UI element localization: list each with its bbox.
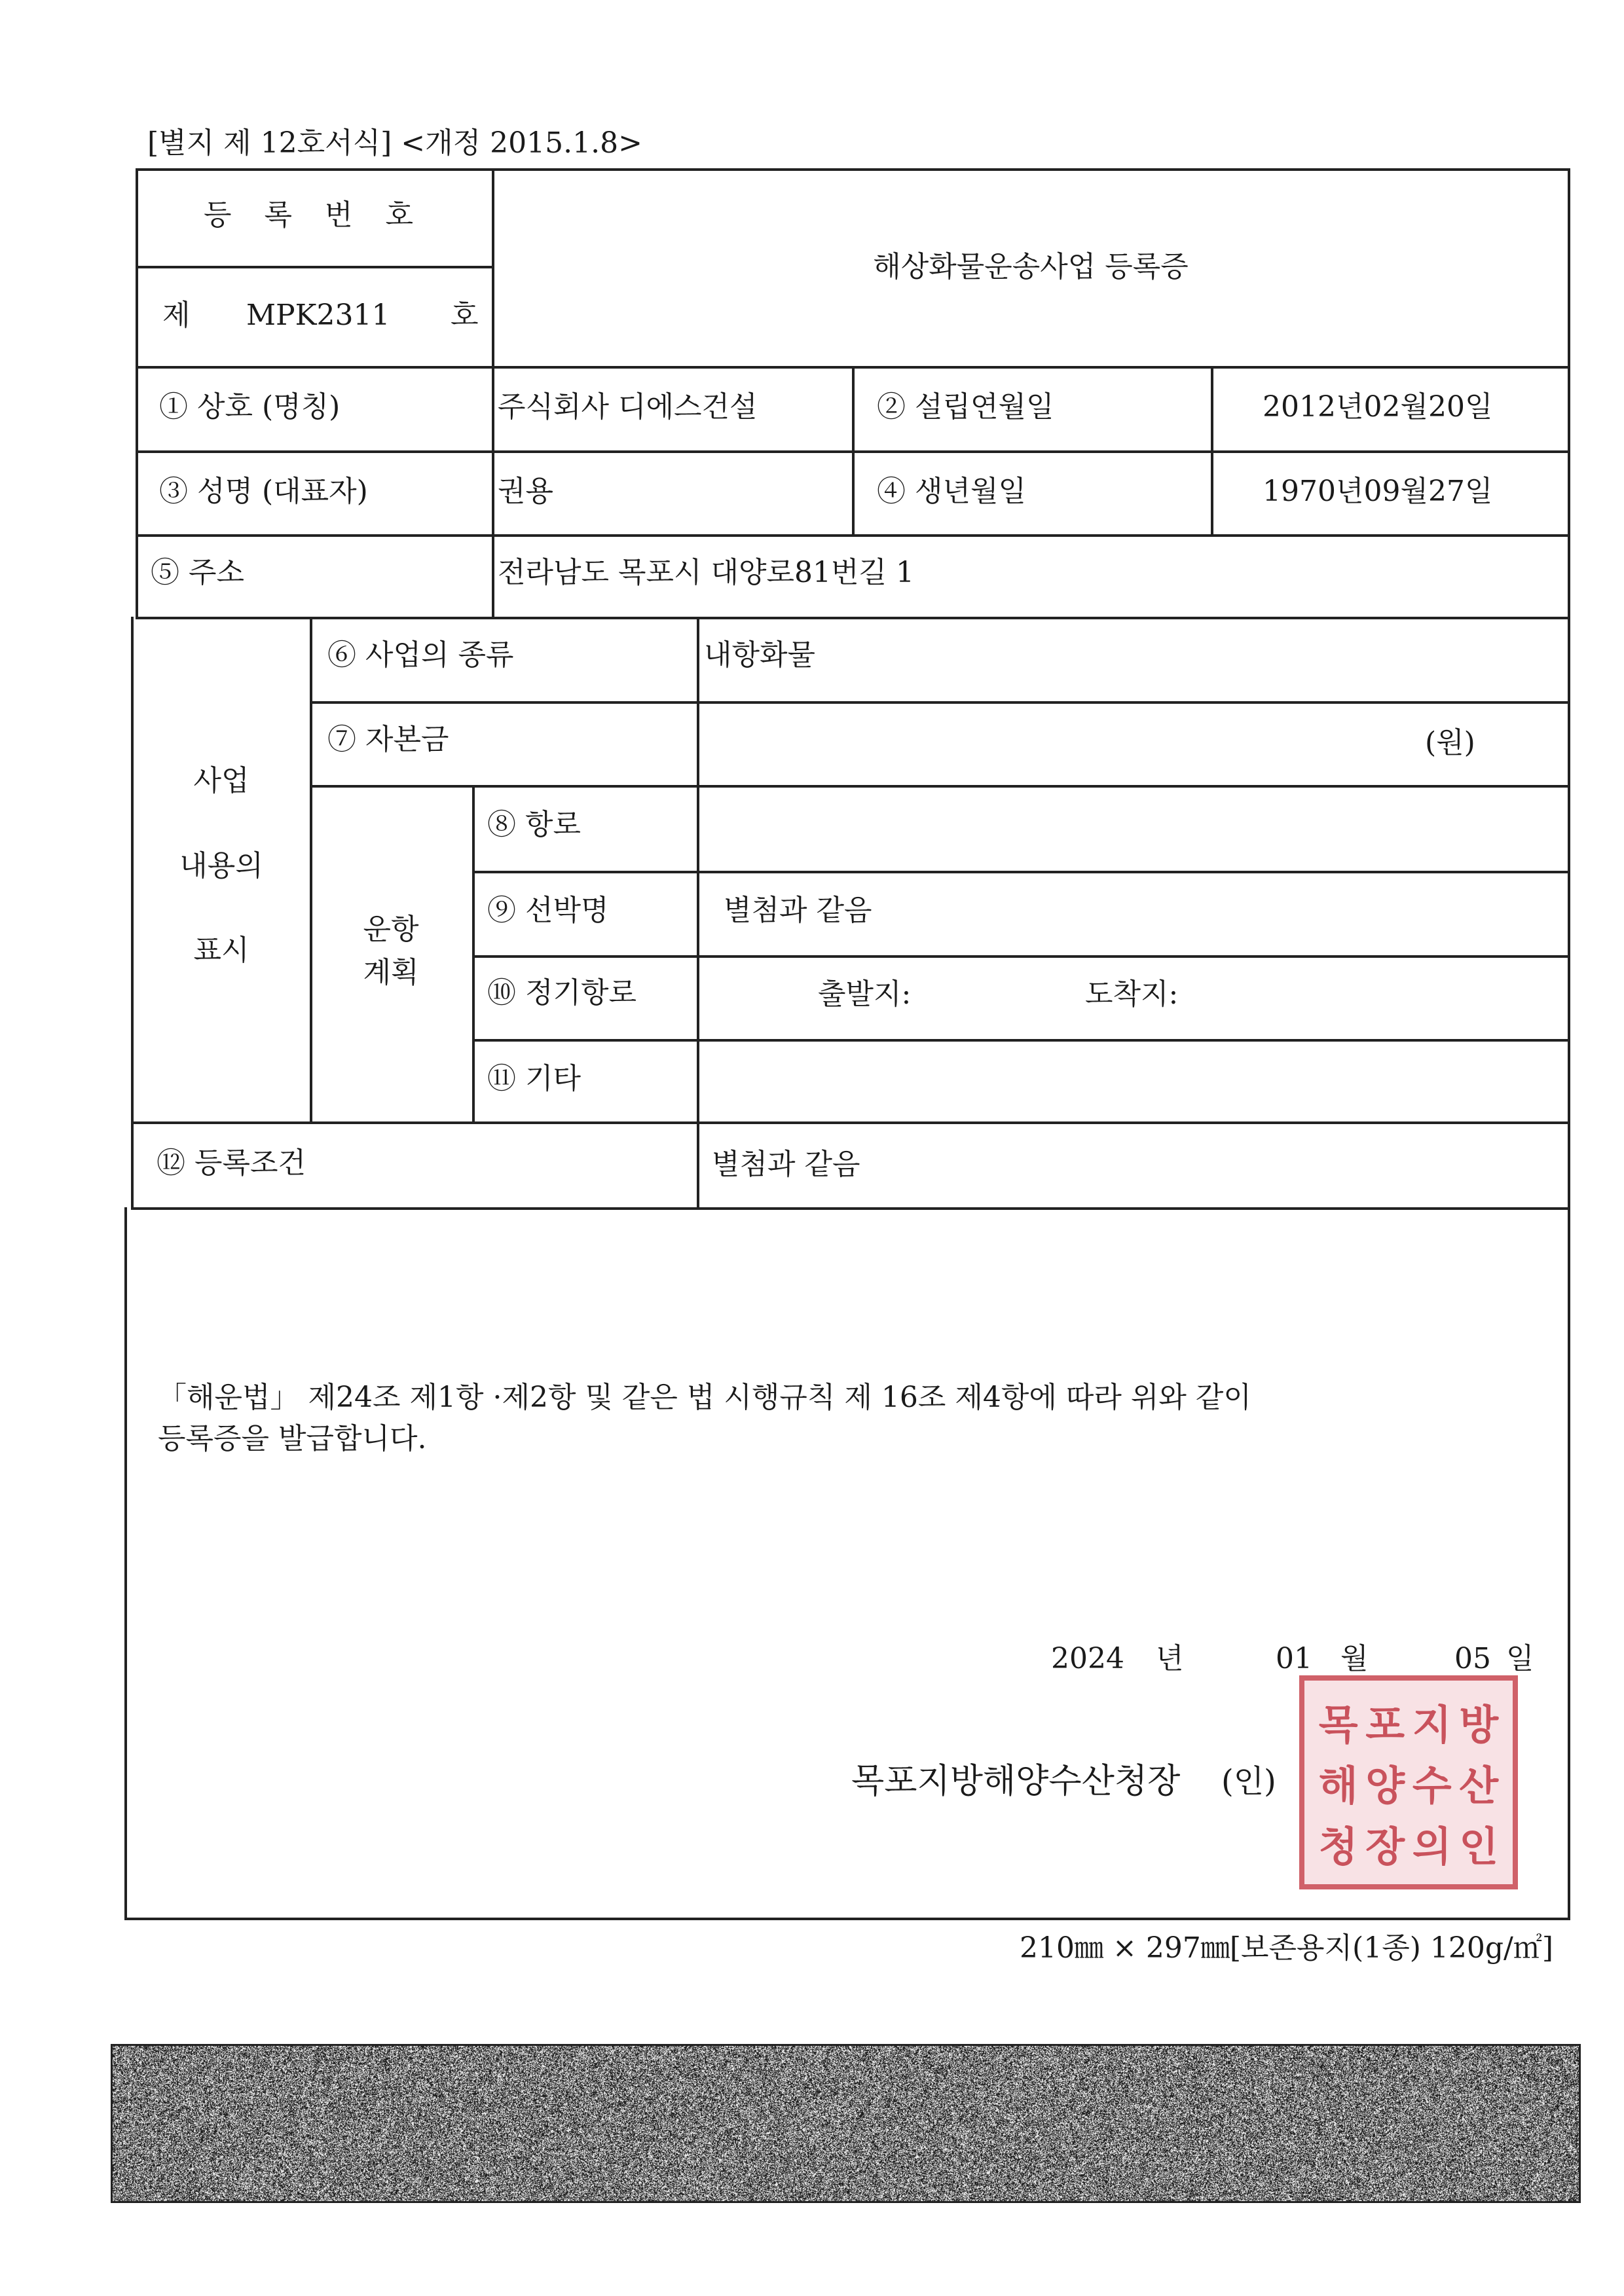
registration-number: MPK2311	[246, 299, 390, 332]
issue-month-unit: 월	[1340, 1642, 1369, 1675]
business-section-label: 사업	[193, 764, 249, 797]
vessel-value: 별첨과 같음	[724, 894, 872, 927]
document-title: 해상화물운송사업 등록증	[873, 250, 1189, 283]
issue-day: 05	[1454, 1642, 1491, 1675]
conditions-label: ⑫ 등록조건	[157, 1146, 306, 1180]
vessel-label: ⑨ 선박명	[487, 894, 609, 927]
departure-label: 출발지:	[818, 977, 912, 1011]
representative-name: 권용	[498, 475, 554, 508]
capital-unit: (원)	[1425, 726, 1475, 759]
seal-mark: (인)	[1221, 1763, 1276, 1800]
registration-number-label: 등 록 번 호	[204, 198, 425, 232]
established-label: ② 설립연월일	[877, 390, 1054, 424]
established-date: 2012년02월20일	[1263, 390, 1493, 424]
registration-prefix: 제	[162, 299, 191, 332]
registration-suffix: 호	[451, 299, 479, 332]
issue-year-unit: 년	[1156, 1642, 1184, 1675]
arrival-label: 도착지:	[1085, 977, 1179, 1011]
company-name-label: ① 상호 (명칭)	[159, 390, 341, 424]
birth-label: ④ 생년월일	[877, 475, 1027, 508]
form-header: [별지 제 12호서식] <개정 2015.1.8>	[147, 126, 642, 160]
business-type: 내항화물	[704, 638, 816, 672]
paper-spec: 210㎜ × 297㎜[보존용지(1종) 120g/㎡]	[1020, 1931, 1553, 1965]
operation-plan-label: 계획	[363, 956, 419, 989]
issue-year: 2024	[1051, 1642, 1124, 1675]
business-type-label: ⑥ 사업의 종류	[327, 638, 514, 672]
other-label: ⑪ 기타	[487, 1062, 581, 1095]
company-name: 주식회사 디에스건설	[498, 390, 758, 424]
route-label: ⑧ 항로	[487, 808, 581, 841]
capital-label: ⑦ 자본금	[327, 723, 449, 756]
issuer-name: 목포지방해양수산청장	[851, 1762, 1181, 1801]
issue-day-unit: 일	[1506, 1642, 1534, 1675]
statement-line: 「해운법」 제24조 제1항 ·제2항 및 같은 법 시행규칙 제 16조 제4항에 따라 위와 같이	[158, 1381, 1251, 1414]
representative-label: ③ 성명 (대표자)	[159, 475, 368, 508]
address: 전라남도 목포시 대양로81번길 1	[498, 556, 914, 589]
official-seal-stamp: 목 포 지 방 해 양 수 산 청 장 의 인	[1299, 1675, 1518, 1889]
operation-plan-label: 운항	[363, 913, 419, 946]
security-noise-band	[111, 2044, 1581, 2203]
conditions-value: 별첨과 같음	[712, 1148, 860, 1181]
address-label: ⑤ 주소	[151, 556, 244, 589]
business-section-label: 내용의	[179, 849, 263, 883]
issue-month: 01	[1276, 1642, 1312, 1675]
business-section-label: 표시	[193, 934, 249, 967]
regular-route-label: ⑩ 정기항로	[487, 976, 637, 1010]
birth-date: 1970년09월27일	[1263, 475, 1493, 508]
statement-line: 등록증을 발급합니다.	[158, 1422, 427, 1455]
